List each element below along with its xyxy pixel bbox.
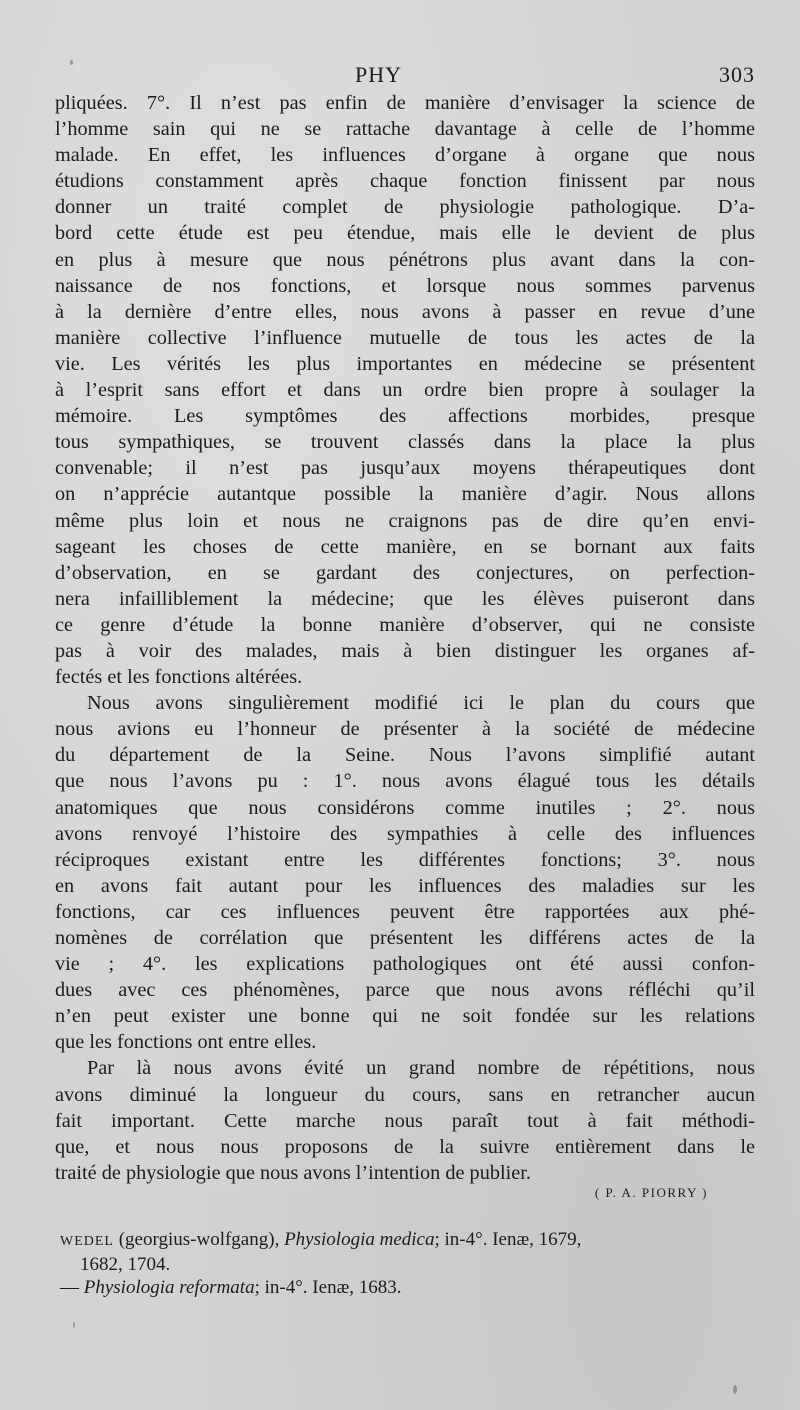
text-line: traité de physiologie que nous avons l’intention de publier. (55, 1161, 531, 1184)
paper-speck (733, 1385, 737, 1394)
text-line: du département de la Seine. Nous l’avons simplifié autant (55, 744, 755, 767)
text-line: anatomiques que nous considérons comme inutiles ; 2°. nous (55, 796, 755, 819)
text-line: fait important. Cette marche nous paraît tout à fait méthodi- (55, 1109, 755, 1132)
text-line: donner un traité complet de physiologie pathologique. D’a- (55, 196, 755, 219)
text-line: vie ; 4°. les explications pathologiques ont été aussi confon- (55, 953, 755, 976)
paragraph (55, 1055, 755, 1185)
bibliography (60, 1228, 760, 1299)
text-line: l’homme sain qui ne se rattache davantage à celle de l’homme (55, 118, 755, 141)
text-line: en avons fait autant pour les influences des maladies sur les (55, 874, 755, 897)
text-line: manière collective l’influence mutuelle de tous les actes de la (55, 326, 755, 349)
text-line: malade. En effet, les influences d’organe à organe que nous (55, 144, 755, 167)
text-line: à la dernière d’entre elles, nous avons à passer en revue d’une (55, 300, 755, 323)
text-line: n’en peut exister une bonne qui ne soit fondée sur les relations (55, 1005, 755, 1028)
text-line: nomènes de corrélation que présentent les différens actes de la (55, 927, 755, 949)
text-line: mémoire. Les symptômes des affections morbides, presque (55, 405, 755, 428)
text-line: réciproques existant entre les différentes fonctions; 3°. nous (55, 848, 755, 871)
text-line: convenable; il n’est pas jusqu’aux moyens thérapeutiques dont (55, 457, 755, 480)
page-number: 303 (719, 62, 755, 87)
text-line: fonctions, car ces influences peuvent être rapportées aux phé- (55, 900, 755, 923)
paragraph (55, 690, 755, 1055)
bib-continuation: 1682, 1704. (80, 1254, 171, 1275)
text-line: naissance de nos fonctions, et lorsque nous sommes parvenus (55, 274, 755, 297)
text-line: en plus à mesure que nous pénétrons plus avant dans la con- (55, 248, 755, 271)
running-head (55, 62, 755, 90)
running-head-title: PHY (355, 62, 403, 87)
bib-names: (georgius-wolfgang), (113, 1229, 285, 1250)
text-line: étudions constamment après chaque fonction finissent par nous (55, 170, 755, 193)
text-line: avons diminué la longueur du cours, sans en retrancher aucun (55, 1083, 755, 1106)
text-line: bord cette étude est peu étendue, mais elle le devient de plus (55, 222, 755, 245)
paper-speck (73, 1322, 75, 1328)
bib-details: ; in-4°. Ienæ, 1679, (434, 1229, 582, 1250)
text-line: d’observation, en se gardant des conjectures, on perfection- (55, 561, 755, 584)
bib-title: Physiologia medica (284, 1229, 435, 1250)
text-line: tous sympathiques, se trouvent classés dans la place la plus (55, 431, 755, 454)
text-line: Par là nous avons évité un grand nombre de répétitions, nous (87, 1057, 755, 1080)
text-line: dues avec ces phénomènes, parce que nous avons réfléchi qu’il (55, 979, 755, 1002)
author-signature: ( P. A. PIORRY ) (594, 1185, 708, 1200)
text-line: pas à voir des malades, mais à bien distinguer les organes af- (55, 639, 755, 662)
text-line: ce genre d’étude la bonne manière d’observer, qui ne consiste (55, 613, 755, 636)
text-line: nous avions eu l’honneur de présenter à la société de médecine (55, 718, 755, 741)
bib-details: ; in-4°. Ienæ, 1683. (254, 1277, 402, 1298)
text-line: vie. Les vérités les plus importantes en médecine se présentent (55, 352, 755, 375)
text-line: on n’apprécie autantque possible la manière d’agir. Nous allons (55, 483, 755, 506)
text-line: que, et nous nous proposons de la suivre entièrement dans le (55, 1135, 755, 1158)
text-line: sageant les choses de cette manière, en se bornant aux faits (55, 535, 755, 558)
paper-speck (70, 60, 73, 65)
bib-author: WEDEL (60, 1234, 114, 1249)
text-line: que les fonctions ont entre elles. (55, 1031, 317, 1054)
text-line: à l’esprit sans effort et dans un ordre bien propre à soulager la (55, 379, 755, 402)
body-text (55, 90, 755, 1186)
text-line: fectés et les fonctions altérées. (55, 666, 303, 689)
text-line: que nous l’avons pu : 1°. nous avons élagué tous les détails (55, 770, 755, 793)
text-line: même plus loin et nous ne craignons pas de dire qu’en envi- (55, 509, 755, 532)
bib-title: Physiologia reformata (83, 1277, 255, 1298)
paragraph (55, 90, 755, 690)
text-line: Nous avons singulièrement modifié ici le plan du cours que (87, 692, 755, 715)
bibliography-entry (60, 1276, 760, 1299)
text-line: pliquées. 7°. Il n’est pas enfin de manière d’envisager la science de (55, 92, 755, 114)
bibliography-entry (60, 1228, 760, 1253)
text-line: nera infailliblement la médecine; que les élèves puiseront dans (55, 587, 755, 610)
bib-dash: — (60, 1277, 84, 1298)
text-line: avons renvoyé l’histoire des sympathies à celle des influences (55, 822, 755, 845)
